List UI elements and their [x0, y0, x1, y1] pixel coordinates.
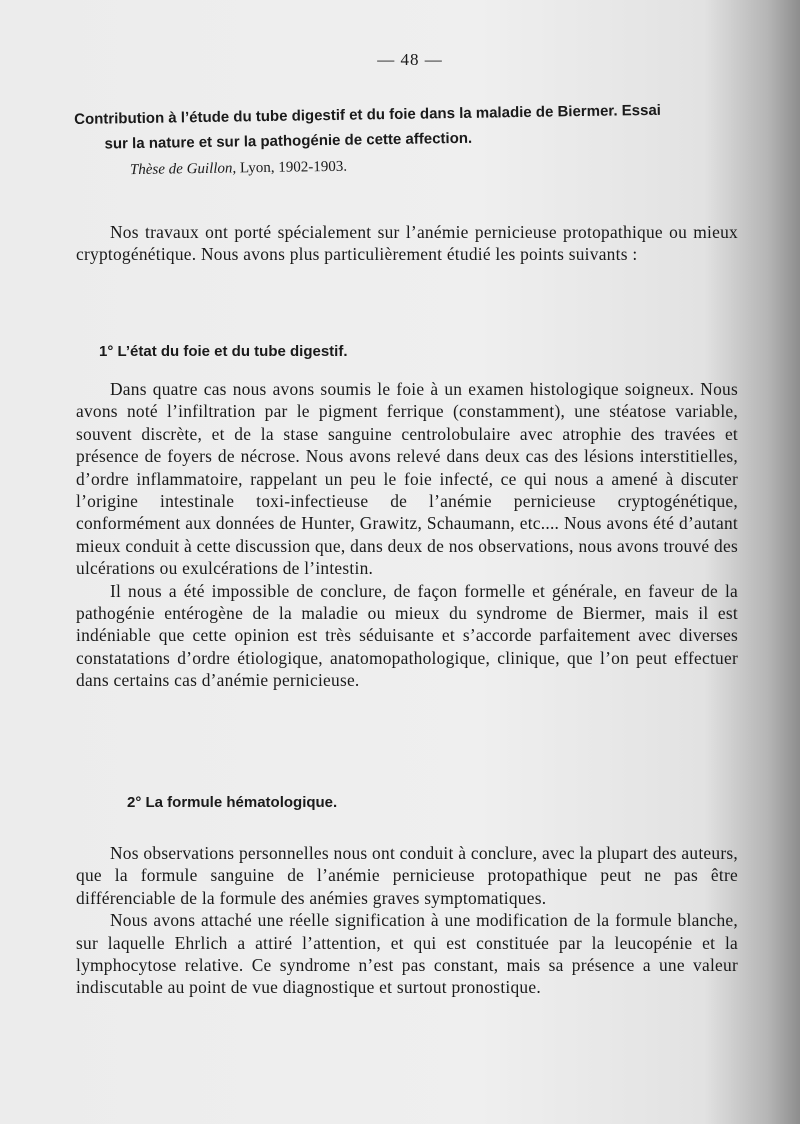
source-place: Lyon, 1902-1903.: [239, 158, 348, 177]
section1-paragraph-2: Il nous a été impossible de conclure, de façon formelle et générale, en faveur de la pathogénie entérogène de la maladie ou mieux du syndrome de Biermer, mais il est indéniable que cette opinion est très séduisante et s’accorde parfaitement avec diverses constatations d’ordre étiologique, anatomopathologique, clinique, que l’on peut effectuer dans certains cas d’anémie pernicieuse.: [76, 580, 738, 691]
section2-body: [76, 842, 738, 999]
section1-title: 1° L’état du foie et du tube digestif.: [99, 343, 348, 360]
intro-paragraph: [76, 221, 738, 266]
article-title-line2: sur la nature et sur la pathogénie de cette affection.: [104, 129, 473, 153]
section2-paragraph-2: Nous avons attaché une réelle signification à une modification de la formule blanche, sur laquelle Ehrlich a attiré l’attention, et qui est constituée par la leucopénie et la lymphocytose relative. Ce syndrome n’est pas constant, mais sa présence a une valeur indiscutable au point de vue diagnostique et surtout pronostique.: [76, 910, 738, 998]
article-title-line1: Contribution à l’étude du tube digestif et du foie dans la maladie de Biermer. Essai: [74, 101, 662, 128]
section1-paragraph-1: Dans quatre cas nous avons soumis le foie à un examen histologique soigneux. Nous avons noté l’infiltration par le pigment ferrique (constamment), une stéatose variable, souvent discrète, et de la stase sanguine centrolobulaire avec atrophie des travées et présence de foyers de nécrose. Nous avons relevé dans deux cas des lésions interstitielles, d’ordre inflammatoire, rappelant un peu le foie infecté, ce qui nous a amené à discuter l’origine intestinale toxi-infectieuse de l’anémie pernicieuse cryptogénétique, conformément aux données de Hunter, Grawitz, Schaumann, etc.... Nous avons été d’autant mieux conduit à cette discussion que, dans deux de nos observations, nous avons trouvé des ulcérations ou exulcérations de l’intestin.: [76, 379, 738, 579]
section2-paragraph-1: Nos observations personnelles nous ont conduit à conclure, avec la plupart des auteurs, que la formule sanguine de l’anémie pernicieuse protopathique peut ne pas être différenciable de la formule des anémies graves symptomatiques.: [76, 843, 738, 908]
section2-title: 2° La formule hématologique.: [127, 794, 338, 811]
page-number: — 48 —: [377, 50, 443, 69]
intro-text: Nos travaux ont porté spécialement sur l’anémie pernicieuse protopathique ou mieux cryptogénétique. Nous avons plus particulièrement étudié les points suivants :: [76, 222, 738, 265]
section1-body: [76, 378, 738, 692]
article-heading: [74, 96, 745, 184]
source-thesis: Thèse de Guillon,: [129, 160, 237, 179]
